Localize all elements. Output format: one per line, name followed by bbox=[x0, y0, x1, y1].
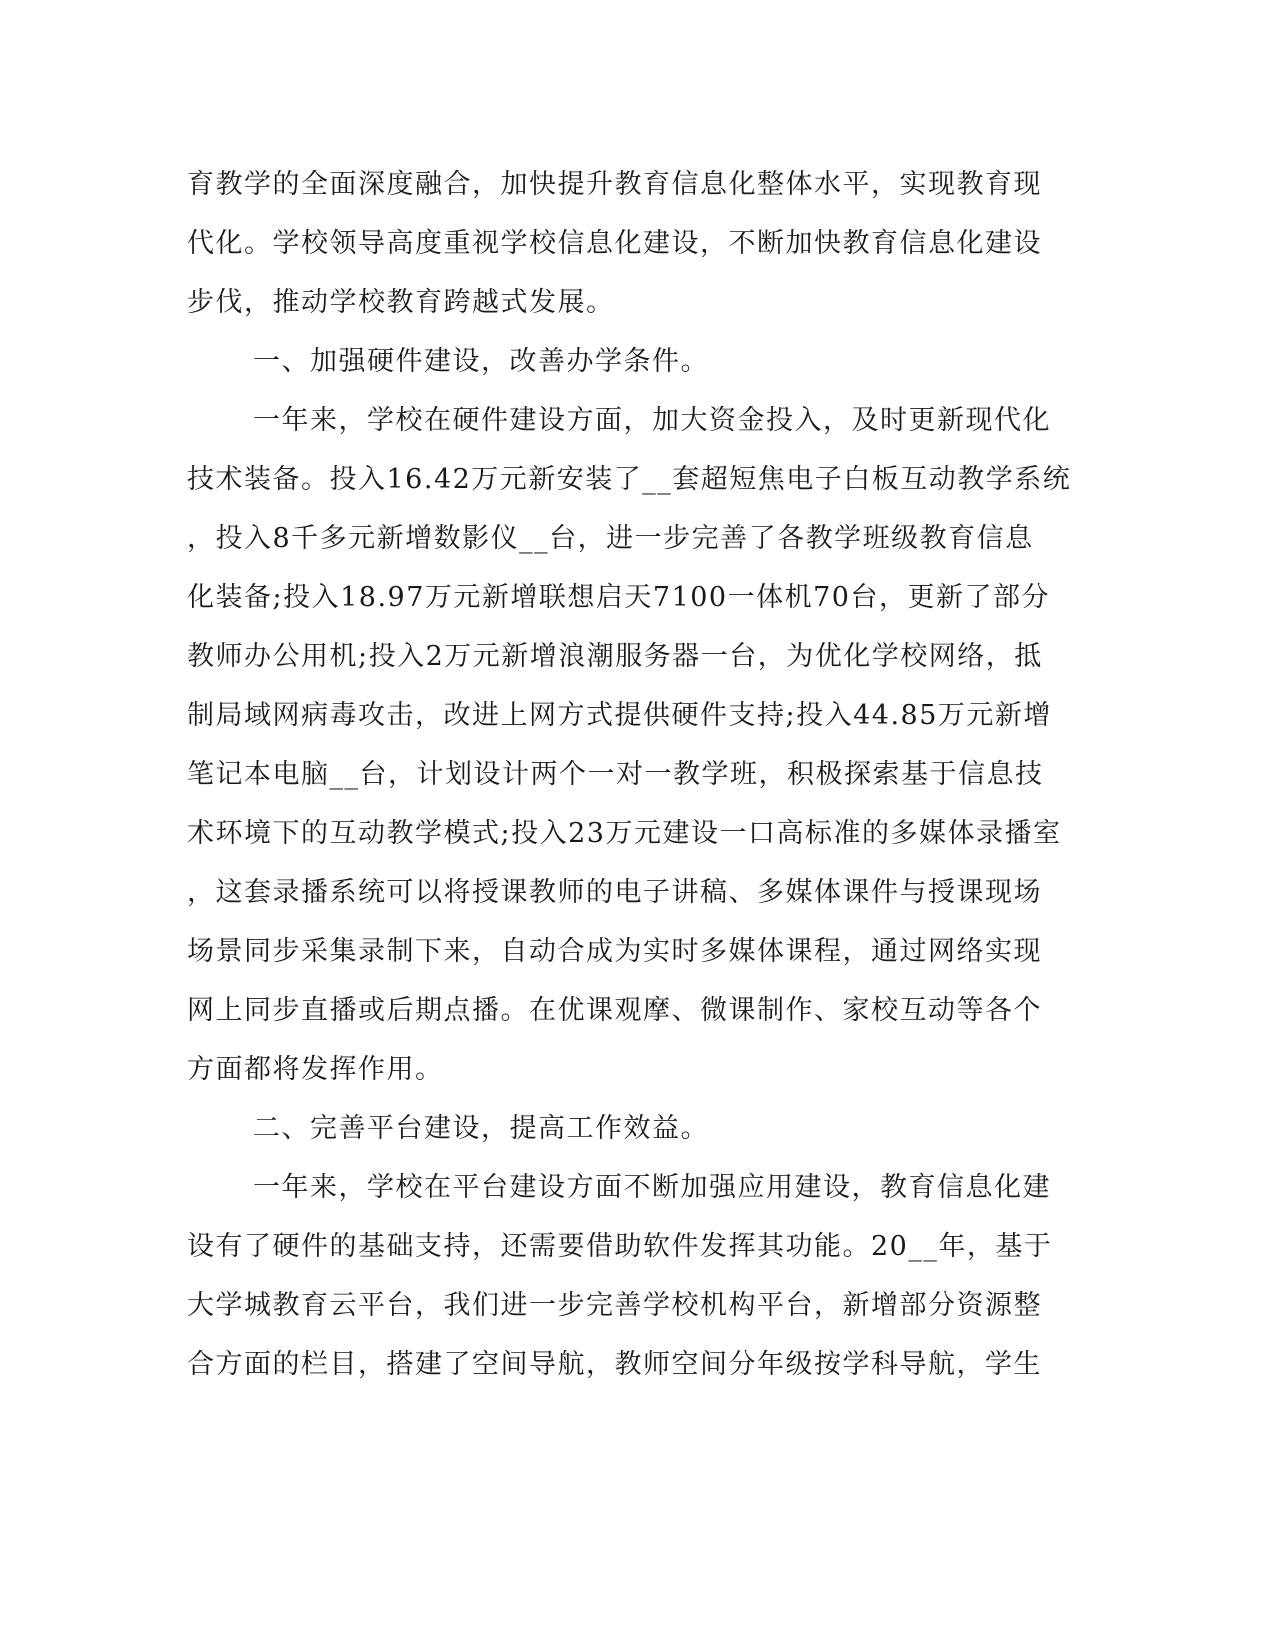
paragraph-line: 育教学的全面深度融合，加快提升教育信息化整体水平，实现教育现 bbox=[187, 169, 1042, 200]
paragraph-line: 大学城教育云平台，我们进一步完善学校机构平台，新增部分资源整 bbox=[187, 1290, 1042, 1321]
paragraph-line: 网上同步直播或后期点播。在优课观摩、微课制作、家校互动等各个 bbox=[187, 995, 1042, 1026]
paragraph-line: 设有了硬件的基础支持，还需要借助软件发挥其功能。20__年，基于 bbox=[187, 1231, 1053, 1262]
document-body bbox=[187, 155, 1087, 1394]
paragraph-line: ，投入8千多元新增数影仪__台，进一步完善了各教学班级教育信息 bbox=[187, 523, 1034, 554]
paragraph-line: 技术装备。投入16.42万元新安装了__套超短焦电子白板互动教学系统 bbox=[187, 464, 1072, 495]
section-heading-2: 二、完善平台建设，提高工作效益。 bbox=[253, 1113, 709, 1144]
paragraph-line: 代化。学校领导高度重视学校信息化建设，不断加快教育信息化建设 bbox=[187, 228, 1042, 259]
section-heading-1: 一、加强硬件建设，改善办学条件。 bbox=[253, 346, 709, 377]
paragraph-line: 笔记本电脑__台，计划设计两个一对一教学班，积极探索基于信息技 bbox=[187, 759, 1044, 790]
paragraph-line: 合方面的栏目，搭建了空间导航，教师空间分年级按学科导航，学生 bbox=[187, 1349, 1042, 1380]
paragraph-line: 一年来，学校在硬件建设方面，加大资金投入，及时更新现代化 bbox=[253, 405, 1051, 436]
paragraph-line: 方面都将发挥作用。 bbox=[187, 1054, 444, 1085]
paragraph-line: 术环境下的互动教学模式;投入23万元建设一口高标准的多媒体录播室 bbox=[187, 818, 1062, 849]
paragraph-line: ，这套录播系统可以将授课教师的电子讲稿、多媒体课件与授课现场 bbox=[187, 877, 1042, 908]
paragraph-line: 教师办公用机;投入2万元新增浪潮服务器一台，为优化学校网络，抵 bbox=[187, 641, 1043, 672]
paragraph-line: 制局域网病毒攻击，改进上网方式提供硬件支持;投入44.85万元新增 bbox=[187, 700, 1052, 731]
paragraph-line: 一年来，学校在平台建设方面不断加强应用建设，教育信息化建 bbox=[253, 1172, 1051, 1203]
paragraph-line: 步伐，推动学校教育跨越式发展。 bbox=[187, 287, 615, 318]
paragraph-line: 化装备;投入18.97万元新增联想启天7100一体机70台，更新了部分 bbox=[187, 582, 1050, 613]
paragraph-line: 场景同步采集录制下来，自动合成为实时多媒体课程，通过网络实现 bbox=[187, 936, 1042, 967]
